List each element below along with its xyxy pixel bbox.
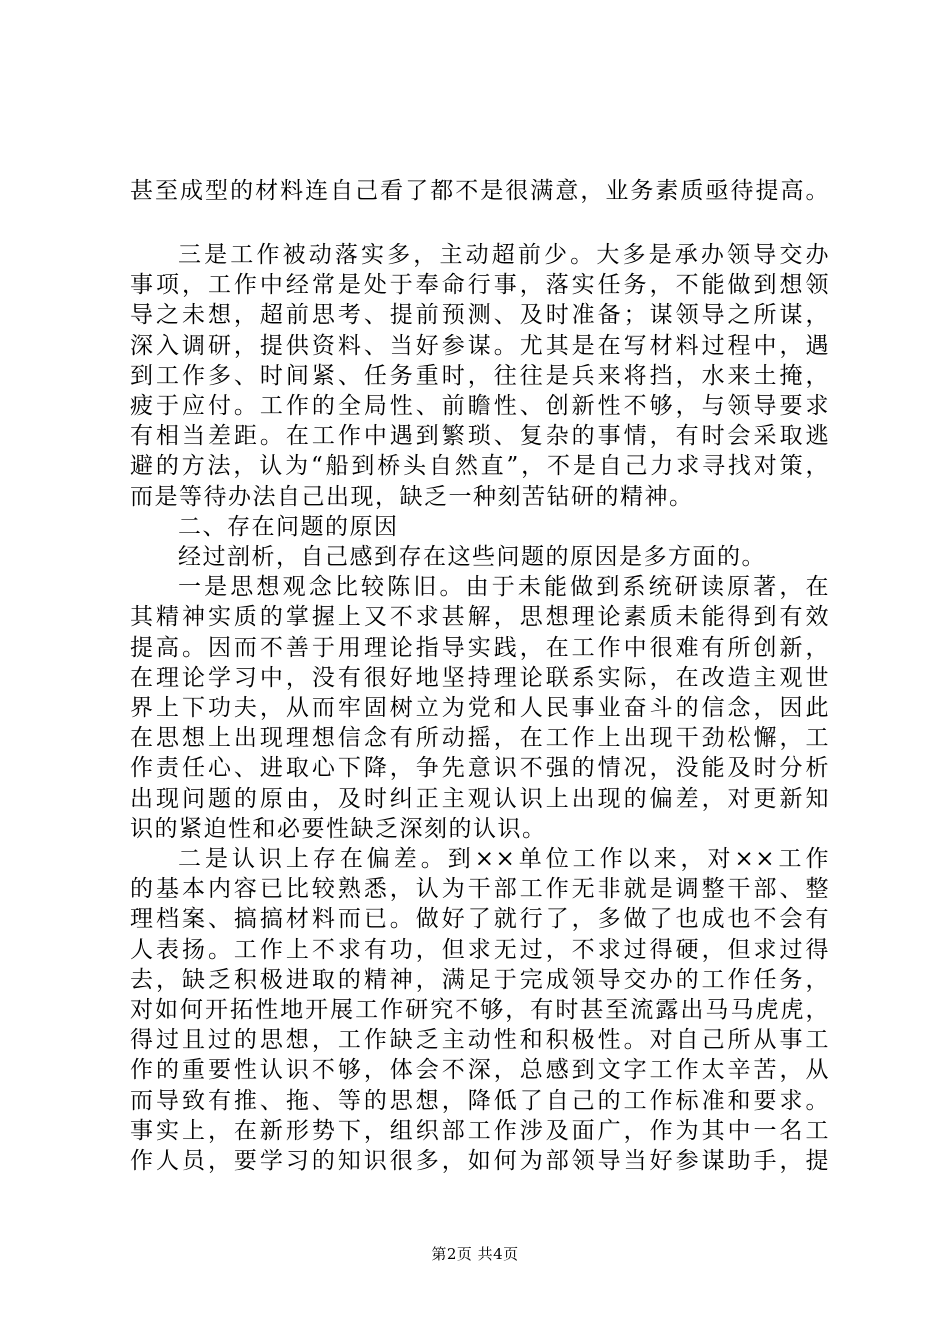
text-line: 作的重要性认识不够，体会不深，总感到文字工作太辛苦，从 bbox=[130, 1057, 830, 1083]
text-line: 去，缺乏积极进取的精神，满足于完成领导交办的工作任务， bbox=[130, 967, 830, 993]
text-line: 事项，工作中经常是处于奉命行事，落实任务，不能做到想领 bbox=[130, 272, 830, 298]
text-line: 人表扬。工作上不求有功，但求无过，不求过得硬，但求过得 bbox=[130, 937, 830, 963]
text-line: 在思想上出现理想信念有所动摇，在工作上出现干劲松懈，工 bbox=[130, 725, 830, 751]
section-heading: 二、存在问题的原因 bbox=[178, 514, 399, 540]
text-line: 理档案、搞搞材料而已。做好了就行了，多做了也成也不会有 bbox=[130, 906, 830, 932]
text-line: 出现问题的原由，及时纠正主观认识上出现的偏差，对更新知 bbox=[130, 786, 830, 812]
paragraph-first-line: 经过剖析，自己感到存在这些问题的原因是多方面的。 bbox=[178, 544, 766, 570]
text-line: 对如何开拓性地开展工作研究不够，有时甚至流露出马马虎虎， bbox=[130, 997, 830, 1023]
text-line: 在理论学习中，没有很好地坚持理论联系实际，在改造主观世 bbox=[130, 665, 830, 691]
text-line: 作责任心、进取心下降，争先意识不强的情况，没能及时分析 bbox=[130, 755, 830, 781]
text-line: 到工作多、时间紧、任务重时，往往是兵来将挡，水来土掩， bbox=[130, 363, 830, 389]
paragraph-first-line: 二是认识上存在偏差。到××单位工作以来，对××工作 bbox=[178, 846, 830, 872]
text-line: 深入调研，提供资料、当好参谋。尤其是在写材料过程中，遇 bbox=[130, 333, 830, 359]
text-line: 避的方法，认为“船到桥头自然直”，不是自己力求寻找对策， bbox=[130, 453, 830, 479]
text-line: 甚至成型的材料连自己看了都不是很满意，业务素质亟待提高。 bbox=[130, 178, 830, 204]
text-line: 事实上，在新形势下，组织部工作涉及面广，作为其中一名工 bbox=[130, 1118, 830, 1144]
text-line: 疲于应付。工作的全局性、前瞻性、创新性不够，与领导要求 bbox=[130, 393, 830, 419]
text-line: 的基本内容已比较熟悉，认为干部工作无非就是调整干部、整 bbox=[130, 876, 830, 902]
text-line: 识的紧迫性和必要性缺乏深刻的认识。 bbox=[130, 816, 547, 842]
paragraph-first-line: 一是思想观念比较陈旧。由于未能做到系统研读原著，在 bbox=[178, 574, 830, 600]
text-line: 提高。因而不善于用理论指导实践，在工作中很难有所创新， bbox=[130, 635, 830, 661]
text-line: 而导致有推、拖、等的思想，降低了自己的工作标准和要求。 bbox=[130, 1088, 830, 1114]
text-line: 而是等待办法自己出现，缺乏一种刻苦钻研的精神。 bbox=[130, 484, 694, 510]
text-line: 得过且过的思想，工作缺乏主动性和积极性。对自己所从事工 bbox=[130, 1027, 830, 1053]
text-line: 作人员，要学习的知识很多，如何为部领导当好参谋助手，提 bbox=[130, 1148, 830, 1174]
text-line: 导之未想，超前思考、提前预测、及时准备；谋领导之所谋， bbox=[130, 302, 830, 328]
text-line: 其精神实质的掌握上又不求甚解，思想理论素质未能得到有效 bbox=[130, 604, 830, 630]
text-line: 有相当差距。在工作中遇到繁琐、复杂的事情，有时会采取逃 bbox=[130, 423, 830, 449]
paragraph-first-line: 三是工作被动落实多，主动超前少。大多是承办领导交办 bbox=[178, 242, 830, 268]
text-line: 界上下功夫，从而牢固树立为党和人民事业奋斗的信念，因此 bbox=[130, 695, 830, 721]
page-number-footer: 第2页 共4页 bbox=[431, 1245, 519, 1263]
